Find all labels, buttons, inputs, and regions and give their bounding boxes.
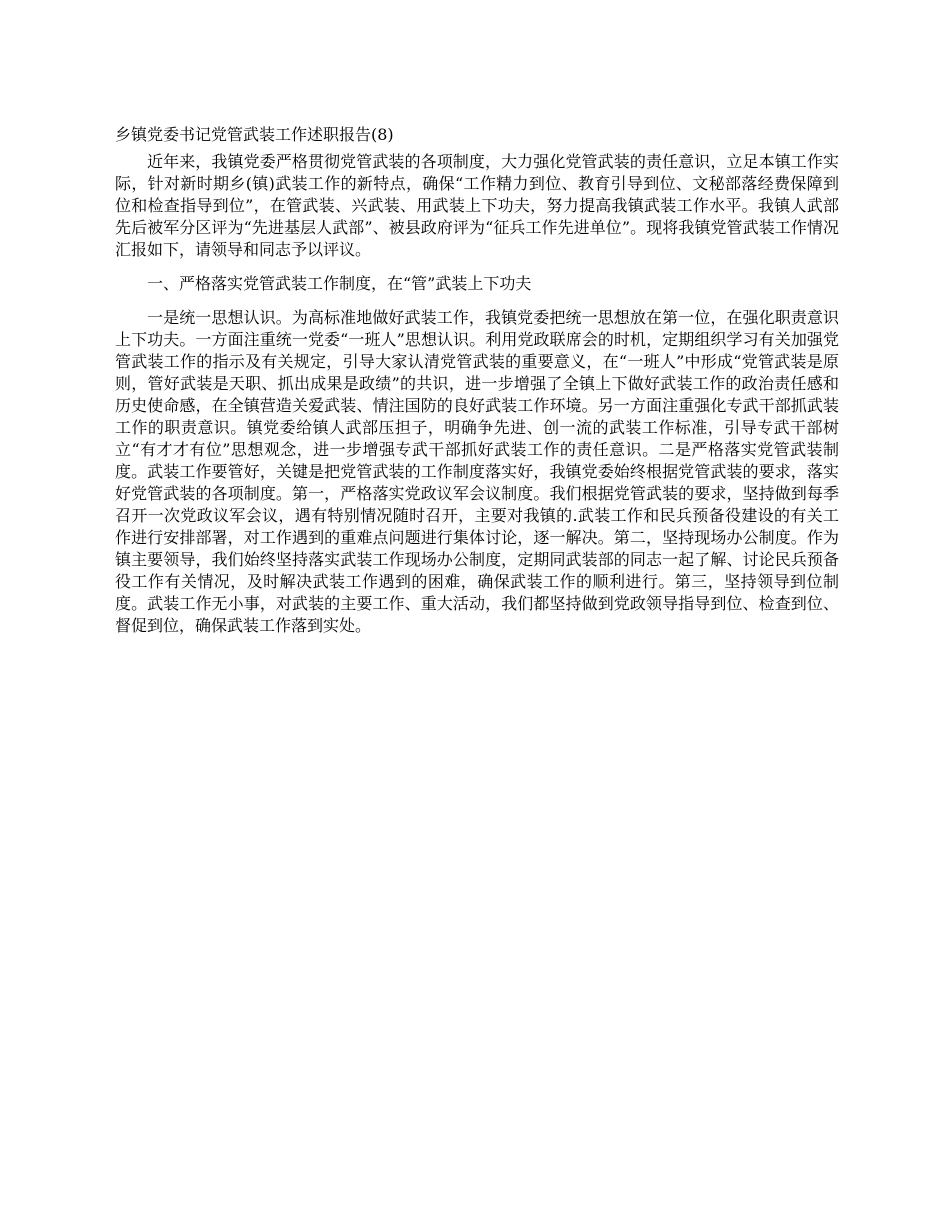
section-heading: 一、严格落实党管武装工作制度，在“管”武装上下功夫 (147, 274, 532, 293)
body-paragraph: 一是统一思想认识。为高标准地做好武装工作，我镇党委把统一思想放在第一位，在强化职责意识上下功夫。一方面注重统一党委“一班人”思想认识。利用党政联席会的时机，定期组织学习有关加强党管武装工作的指示及有关规定，引导大家认清党管武装的重要意义，在“一班人”中形成“党管武装是原则，管好武装是天职、抓出成果是政绩”的共识，进一步增强了全镇上下做好武装工作的政治责任感和历史使命感，在全镇营造关爱武装、情注国防的良好武装工作环境。另一方面注重强化专武干部抓武装工作的职责意识。镇党委给镇人武部压担子，明确争先进、创一流的武装工作标准，引导专武干部树立“有才才有位”思想观念，进一步增强专武干部抓好武装工作的责任意识。二是严格落实党管武装制度。武装工作要管好，关键是把党管武装的工作制度落实好，我镇党委始终根据党管武装的要求，落实好党管武装的各项制度。第一，严格落实党政议军会议制度。我们根据党管武装的要求，坚持做到每季召开一次党政议军会议，遇有特别情况随时召开，主要对我镇的.武装工作和民兵预备役建设的有关工作进行安排部署，对工作遇到的重难点问题进行集体讨论，逐一解决。第二，坚持现场办公制度。作为镇主要领导，我们始终坚持落实武装工作现场办公制度，定期同武装部的同志一起了解、讨论民兵预备役工作有关情况，及时解决武装工作遇到的困难，确保武装工作的顺利进行。第三，坚持领导到位制度。武装工作无小事，对武装的主要工作、重大活动，我们都坚持做到党政领导指导到位、检查到位、督促到位，确保武装工作落到实处。 (115, 308, 839, 635)
document-title: 乡镇党委书记党管武装工作述职报告(8) (115, 125, 394, 144)
intro-paragraph: 近年来，我镇党委严格贯彻党管武装的各项制度，大力强化党管武装的责任意识，立足本镇工作实际，针对新时期乡(镇)武装工作的新特点，确保“工作精力到位、教育引导到位、文秘部落经费保障到位和检查指导到位”，在管武装、兴武装、用武装上下功夫，努力提高我镇武装工作水平。我镇人武部先后被军分区评为“先进基层人武部”、被县政府评为“征兵工作先进单位”。现将我镇党管武装工作情况汇报如下，请领导和同志予以评议。 (115, 152, 839, 259)
document-body (115, 124, 839, 649)
